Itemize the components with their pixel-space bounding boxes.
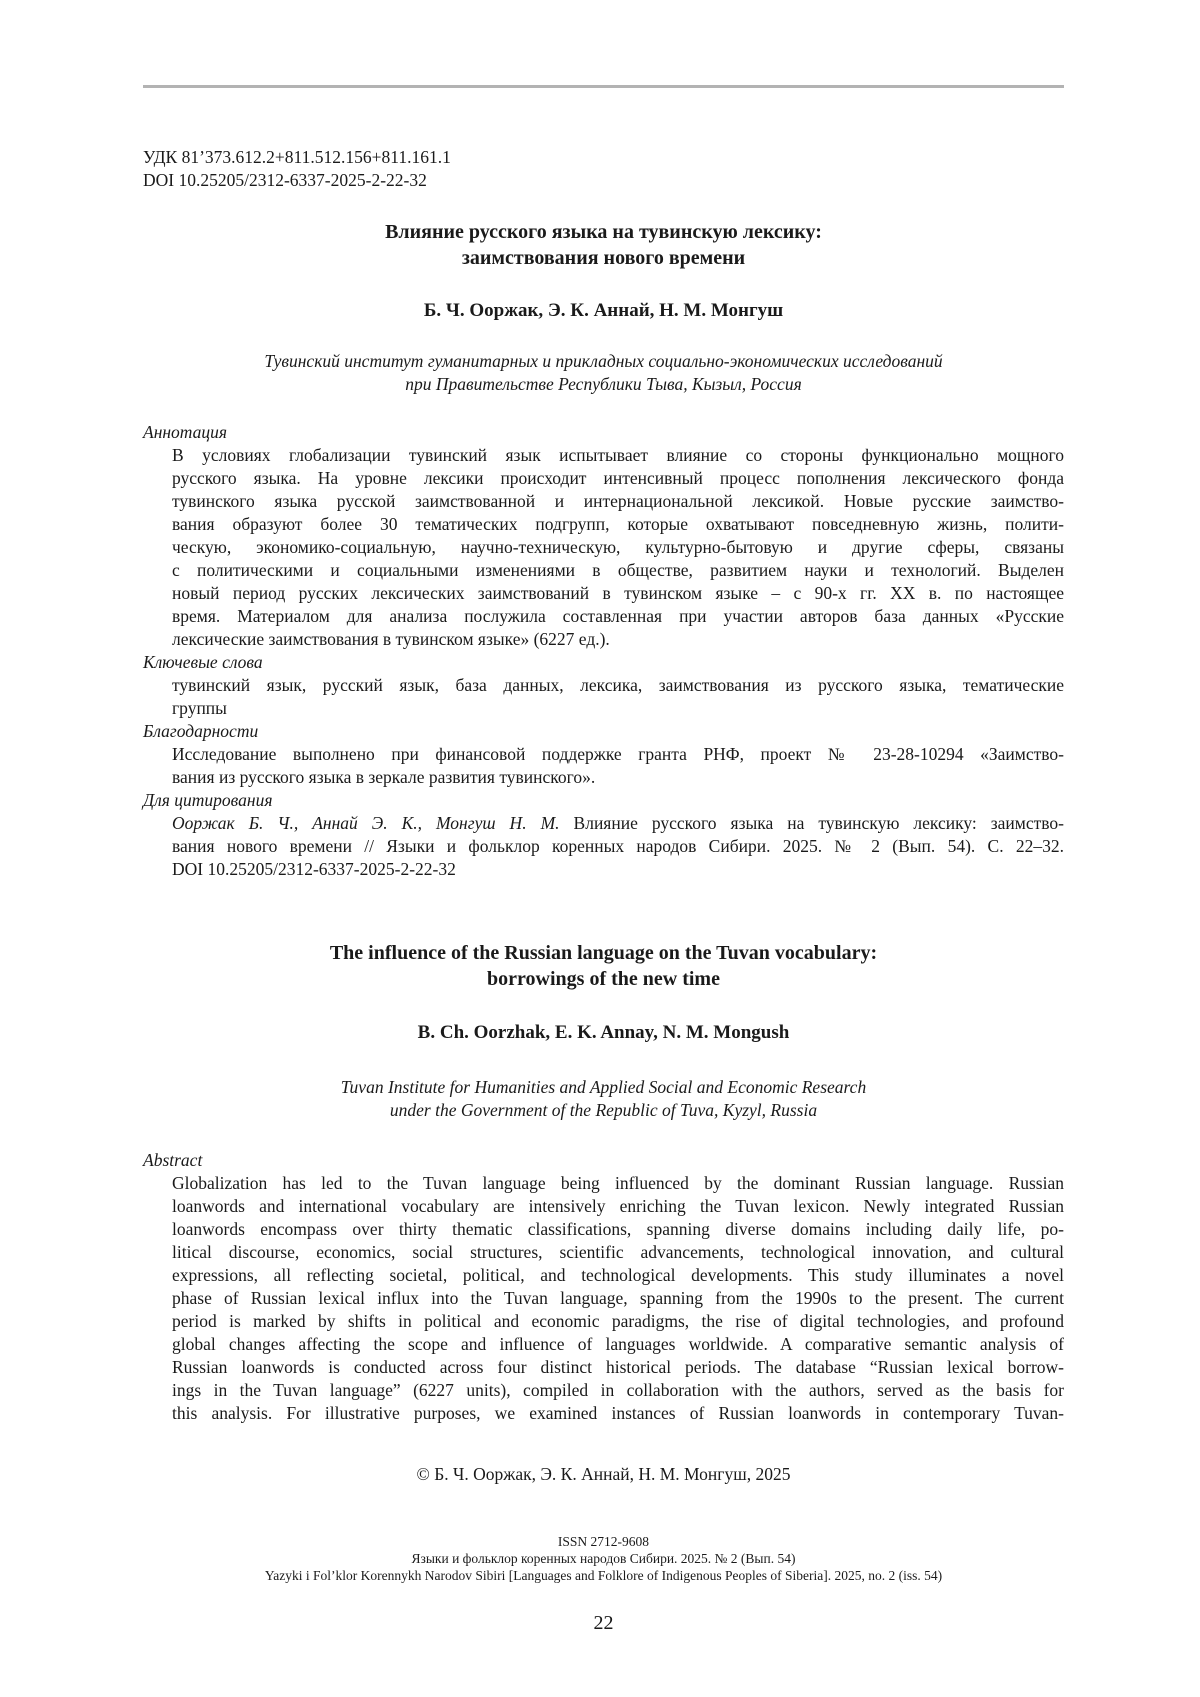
abstract-line: period is marked by shifts in political and economic paradigms, the rise of digital technologies, and profound (172, 1311, 1064, 1331)
citation-line (172, 812, 1064, 835)
keywords-label: Ключевые слова (143, 652, 263, 672)
ru-title-line: заимствования нового времени (461, 247, 746, 269)
footer-journal-ru: Языки и фольклор коренных народов Сибири. 2025. № 2 (Вып. 54) (411, 1551, 796, 1566)
annotation-line: ческую, экономико-социальную, научно-техническую, культурно-бытовую и другие сферы, связаны (172, 537, 1064, 557)
ru-affiliation (143, 350, 1064, 396)
ru-annotation-section (143, 421, 1064, 881)
abstract-line: phase of Russian lexical influx into the Tuvan language, spanning from the 1990s to the present. The current (172, 1288, 1064, 1308)
page-number: 22 (593, 1612, 614, 1634)
udk-code: УДК 81’373.612.2+811.512.156+811.161.1 (143, 147, 451, 167)
citation-line: вания нового времени // Языки и фольклор коренных народов Сибири. 2025. № 2 (Вып. 54). С. 22–32. (172, 836, 1064, 856)
citation-doi: DOI 10.25205/2312-6337-2025-2-22-32 (172, 859, 456, 879)
ru-affiliation-line: при Правительстве Республики Тыва, Кызыл, Россия (405, 374, 802, 394)
copyright-notice: © Б. Ч. Ооржак, Э. К. Аннай, Н. М. Монгуш, 2025 (416, 1464, 791, 1484)
en-affiliation-line: Tuvan Institute for Humanities and Applied Social and Economic Research (340, 1077, 867, 1097)
annotation-line: тувинского языка русской заимствованной и интернациональной лексикой. Новые русские заимство- (172, 491, 1064, 511)
ru-title-line: Влияние русского языка на тувинскую лексику: (385, 221, 822, 243)
doi-header: DOI 10.25205/2312-6337-2025-2-22-32 (143, 170, 427, 190)
abstract-line: Russian loanwords is conducted across four distinct historical periods. The database “Russian lexical borrow- (172, 1357, 1064, 1377)
annotation-line: новый период русских лексических заимствований в тувинском языке – с 90-х гг. XX в. по настоящее (172, 583, 1064, 603)
journal-footer (143, 1533, 1064, 1584)
footer-issn: ISSN 2712-9608 (557, 1534, 650, 1549)
en-authors: B. Ch. Oorzhak, E. K. Annay, N. M. Mongush (417, 1022, 790, 1043)
abstract-line: global changes affecting the scope and influence of languages worldwide. A comparative semantic analysis of (172, 1334, 1064, 1354)
citation-authors: Ооржак Б. Ч., Аннай Э. К., Монгуш Н. М. (172, 813, 560, 833)
en-affiliation (143, 1076, 1064, 1122)
abstract-line: litical discourse, economics, social structures, scientific advancements, technological innovation, and cultural (172, 1242, 1064, 1262)
abstract-line: expressions, all reflecting societal, political, and technological developments. This study illuminates a novel (172, 1265, 1064, 1285)
en-title (143, 940, 1064, 992)
keywords-text (143, 674, 1064, 720)
abstract-label: Abstract (143, 1150, 203, 1170)
en-abstract-section (143, 1149, 1064, 1425)
annotation-line: лексические заимствования в тувинском языке» (6227 ед.). (172, 629, 610, 649)
footer-journal-en: Yazyki i Fol’klor Korennykh Narodov Sibiri [Languages and Folklore of Indigenous Peoples of Siberia]. 2025, no. 2 (iss. 54) (264, 1568, 943, 1583)
annotation-line: с политическими и социальными изменениями в обществе, развитием науки и технологий. Выделен (172, 560, 1064, 580)
annotation-line: вания образуют более 30 тематических подгрупп, которые охватывают повседневную жизнь, полити- (172, 514, 1064, 534)
annotation-label: Аннотация (143, 422, 228, 442)
citation-title-part: Влияние русского языка на тувинскую лексику: заимство- (559, 813, 1064, 833)
annotation-line: время. Материалом для анализа послужила составленная при участии авторов база данных «Русские (172, 606, 1064, 626)
abstract-line: loanwords encompass over thirty thematic classifications, spanning diverse domains including daily life, po- (172, 1219, 1064, 1239)
abstract-line: loanwords and international vocabulary are intensively enriching the Tuvan lexicon. Newly integrated Russian (172, 1196, 1064, 1216)
keywords-line: тувинский язык, русский язык, база данных, лексика, заимствования из русского языка, тематические (172, 675, 1064, 695)
annotation-line: русского языка. На уровне лексики происходит интенсивный процесс пополнения лексического фонда (172, 468, 1064, 488)
citation-text (143, 812, 1064, 881)
keywords-line: группы (172, 698, 227, 718)
en-title-line: The influence of the Russian language on the Tuvan vocabulary: (329, 942, 878, 964)
acknowledgements-line: Исследование выполнено при финансовой поддержке гранта РНФ, проект № 23-28-10294 «Заимство- (172, 744, 1064, 764)
annotation-line: В условиях глобализации тувинский язык испытывает влияние со стороны функционально мощного (172, 445, 1064, 465)
abstract-text (143, 1172, 1064, 1425)
en-affiliation-line: under the Government of the Republic of Tuva, Kyzyl, Russia (389, 1100, 818, 1120)
acknowledgements-text (143, 743, 1064, 789)
header-rule (143, 85, 1064, 88)
citation-label: Для цитирования (143, 790, 273, 810)
abstract-line: this analysis. For illustrative purposes, we examined instances of Russian loanwords in contemporary Tuvan- (172, 1403, 1064, 1423)
acknowledgements-label: Благодарности (143, 721, 259, 741)
abstract-line: ings in the Tuvan language” (6227 units), compiled in collaboration with the authors, served as the basis for (172, 1380, 1064, 1400)
ru-authors: Б. Ч. Ооржак, Э. К. Аннай, Н. М. Монгуш (423, 300, 784, 321)
acknowledgements-line: вания из русского языка в зеркале развития тувинского». (172, 767, 596, 787)
annotation-text (143, 444, 1064, 651)
abstract-line: Globalization has led to the Tuvan language being influenced by the dominant Russian language. Russian (172, 1173, 1064, 1193)
ru-title (143, 219, 1064, 271)
ru-affiliation-line: Тувинский институт гуманитарных и прикладных социально-экономических исследований (264, 351, 943, 371)
en-title-line: borrowings of the new time (487, 968, 720, 990)
article-meta (143, 146, 451, 192)
